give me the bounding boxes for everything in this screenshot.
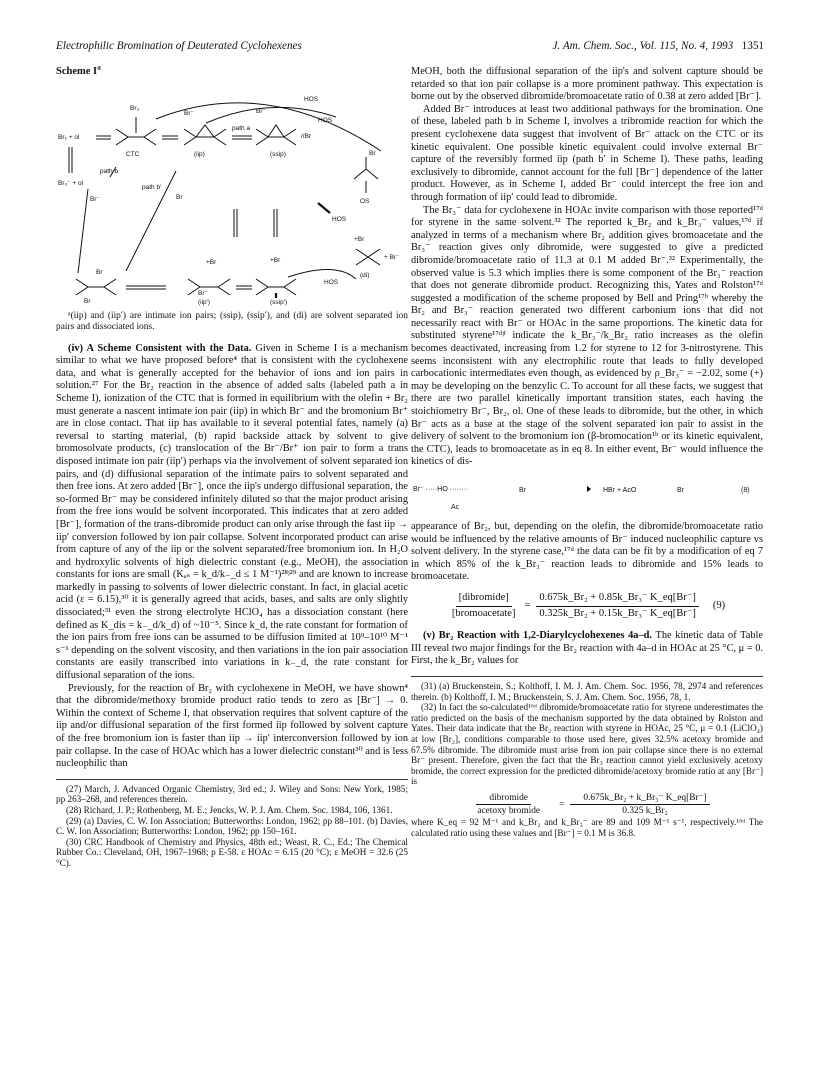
arc-hos-inner [206,107,336,123]
label-path-b: path b [100,167,119,175]
label-iipp: (iip′) [198,298,211,306]
label-slash-br: //Br [301,132,312,140]
ref-30: (30) CRC Handbook of Chemistry and Physics, 48th ed.; Weast, R. C., Ed.; The Chemical Rubber Co.: Cleveland, OH, 1967–1968; p E-58. ε HOAc = 6.15 (20 °C); ε MeOH = 32.6 (25 °C). [56,836,408,868]
label-br3-ol: Br₃⁻ + ol [58,179,84,187]
label-br-curve: Br⁻ [90,195,100,203]
journal-issue: Vol. 115, No. 4, 1993 [639,40,734,52]
equation-8 [411,475,763,515]
label-hos-2: HOS [318,116,333,124]
ref-32: (32) In fact the so-calculated¹⁶ᵈ dibromide/bromoacetate ratio for styrene underestimates the ratio predicted on the basis of the mechanism supported by the data obtained by Rolston and Yates. Their data indicate that the Br₂ reaction with styrene in HOAc, 25 °C, μ = 0.1 (LiClO₄) at low [Br₂], conditions comparable to those used here, gives 32.5% acetoxy bromide and 67.5% dibromide. The dibromide must arise from ion pair collapse since there is no external Br⁻ present. Therefore, given the fact that the Br₃ reaction cannot yield exclusively acetoxy bromide, the correct expression for the predicted dibromide/acetoxy bromide ratio at any [Br⁻] is [411,702,763,787]
eq9-rhs-num: 0.675k_Br₂ + 0.85k_Br₃⁻ K_eq[Br⁻] [536,592,698,607]
arc-hos-bottom [288,269,356,279]
eq8-br-right: Br [677,487,684,494]
left-references [56,779,408,869]
label-br-plus: +Br [354,235,365,243]
label-hos-4: HOS [324,278,339,286]
right-references [411,676,763,838]
eq9-rhs [536,592,698,620]
equation-9: $\frac{\text{[dibromide]}}{\text{[bromoacetate]}}$ = $\frac{\text{0.675k\_Br₂ + 0.85k\_Br₃⁻ K\_eq[Br⁻]}}{\text{0.325k\_Br₂ + 0.15k\_Br₃⁻ K\_eq[Br⁻]}}$ (9) [411,592,763,620]
ref-28: (28) Richard, J. P.; Rothenberg, M. E.; Jencks, W. P. J. Am. Chem. Soc. 1984, 106, 1361. [66,804,393,815]
eq8-ac: Ac [451,504,460,511]
right-paragraph-1: MeOH, both the diffusional separation of the iip's and solvent capture should be retarded so that ion pair collapse is a more prominent pathway. This expectation is borne out by the observed dibromide/bromoacetate ratio of 0.38 at zero added [Br⁻]. [411,66,763,103]
section-iv-heading: (iv) A Scheme Consistent with the Data. [68,342,252,354]
equation-8-drawing [411,475,763,515]
label-br-plus-ssipp: +Br [270,256,281,264]
label-br-ssip: Br⁻ [256,107,266,115]
ref-31: (31) (a) Bruckenstein, S.; Kolthoff, I. M. J. Am. Chem. Soc. 1956, 78, 2974 and references therein. (b) Kolthoff, I. M.; Bruckenstein, S. J. Am. Chem. Soc. 1956, 78, 1. [411,680,763,702]
ref-27: (27) March, J. Advanced Organic Chemistry, 3rd ed.; J. Wiley and Sons: New York, 1985; pp 263–268, and references therein. [56,783,408,805]
label-os: OS [360,197,370,205]
label-br3: Br₃ [130,104,140,112]
label-br2-ol: Br₂ + ol [58,133,80,141]
journal-name: J. Am. Chem. Soc., [552,40,637,52]
running-header-citation [552,40,764,52]
eq8-label: (8) [741,487,750,494]
label-path-bp: path b′ [142,183,162,191]
ref-29: (29) (a) Davies, C. W. Ion Association; Butterworths: London, 1962; pp 88–101. (b) Davies, C. W. Ion Association; Butterworths: London, 1962; pp 150–161. [56,815,408,837]
right-paragraph-2: Added Br⁻ introduces at least two additional pathways for the bromination. One of these, labeled path b in Scheme I, involves a tribromide reaction for which the present cyclohexene data suggest that involvent of Br⁻ attack on the CTC or its kinetic equivalent. One possible kinetic equivalent could involve external Br⁻ capture of the reversibly formed iip (path b′ in Scheme I). These paths, leading exclusively to dibromide, cannot account for the full [Br⁻] dependence of the latter product. However, as in Scheme I, added Br⁻ could intercept the free ion and through formation of iip′ could lead to dibromide. [411,103,763,203]
left-column [56,62,408,869]
ref-eq-lhs-num: dibromide [476,793,531,806]
eq9-label: (9) [712,599,726,611]
ref-32-equation: $\frac{\text{dibromide}}{\text{acetoxy bromide}}$ = $\frac{\text{0.675k\_Br₂ + k\_Br₃⁻ K\_eq[Br⁻]}}{\text{0.325 k\_Br₂}}$ [411,793,763,817]
page-number: 1351 [741,40,764,52]
label-di: (di) [360,271,370,279]
section-v-heading: (v) Br₂ Reaction with 1,2-Diarylcyclohexenes 4a–d. [423,630,652,642]
label-br-plus-iipp: +Br [206,258,217,266]
label-path-a: path a [232,124,251,132]
section-v-paragraph: (v) Br₂ Reaction with 1,2-Diarylcyclohexenes 4a–d. The kinetic data of Table III reveal two major findings for the Br₂ reaction with 4a–d in HOAc at 25 °C, μ = 0. First, the k_Br₂ values for [411,630,763,667]
label-ssipp: (ssip′) [270,298,288,306]
section-iv-paragraph: (iv) A Scheme Consistent with the Data. Given in Scheme I is a mechanism similar to what we have proposed before⁴ that is consistent with the cyclohexene data, and what is generally accepted for the behavior of ions and ion pairs in solution.²⁷ For the Br₂ reaction in the absence of added salts (labeled path a in Scheme I), ionization of the CTC that is formed in equilibrium with the olefin + Br₂ must generate a nascent intimate ion pair (iip) in which Br⁻ and the bromonium Br⁺ are in close contact. That iip has available to it several potential fates, namely (a) reversal to starting material, (b) rapid backside attack by solvent to give bromosolvate products, (c) translocation of the Br⁻/Br⁺ ion pair to form a trans disposed intimate ion pair (iip′) perhaps via the involvement of solvent separated ion pairs, and (d) diffusional separation of the intimate pairs to solvent separated and then free ions. At zero added [Br⁻], once the iip's undergo diffusional separation, the so-formed Br⁻ may be considered infinitely diluted so that the major product arising from the free ions would be solvent incorporated. This indicates that at zero added [Br⁻], formation of the trans-dibromide product can only arise through the fast iip → iip′ conversion followed by ion pair collapse. Solvent incorporated product can arise from capture of any of the iip or the solvent separated/free bromonium ion. In H₂O and hydroxylic solvents of high dielectric constant (e.g., MeOH), the association constants for ions are small (Kₐₛ = k_d/k₋_d ≤ 1 M⁻¹)²⁸ʲ²⁹ and are known to increase markedly in passing to solvents of lower dielectric constant. In fact, in glacial acetic acid (ε = 6.15),³⁰ it is generally agreed that acids, bases, and salts are only slightly dissociated;³¹ even the strong electrolyte HClO₄ has a dissociation constant (here defined as K_dis = k₋_d/k_d) of ~10⁻⁵. Since k_d, the rate constant for formation of the ion pairs from free ions can be assumed to be diffusion limited at 10⁹–10¹⁰ M⁻¹ s⁻¹ depending on the solvent viscosity, and then variations in the ion pair association constants are easily transcribed into variations in k₋_d, the rate constant for diffusional separation of the ions. [56,342,408,682]
right-paragraph-4: appearance of Br₂, but, depending on the olefin, the dibromide/bromoacetate ratio would be influenced by the relative amounts of Br⁻ induced nucleophilic capture vs solvent delivery. In the styrene case,¹⁷ᵈ the data can be fit by a modification of eq 7 in which 85% of the k_Br₃⁻ reaction leads to dibromide and 15% leads to bromoacetate. [411,521,763,583]
scheme-footnote: ᵃ(iip) and (iip′) are intimate ion pairs; (ssip), (ssip′), and (di) are solvent separated ion pairs and dissociated ions. [56,310,408,332]
eq8-right: HBr + AcO [603,487,637,494]
left-paragraph-2: Previously, for the reaction of Br₂ with cyclohexene in MeOH, we have shown⁴ that the dibromide/methoxy bromide product ratio tends to zero as [Br⁻] → 0. Within the context of Scheme I, that observation requires that solvent capture of the iip and/or diffusional separation of the first formed iip followed by solvent capture of the free bromonium ion is faster than iip → iip′ interconversion followed by ion pair collapse. In the case of HOAc which has a lower dielectric constant³⁰ and is less nucleophilic than [56,682,408,770]
label-hos-1: HOS [304,95,319,103]
label-br-bottom-top: Br [96,268,103,276]
right-column [411,66,763,838]
label-br-right: Br [369,149,376,157]
ref-eq-rhs-den: 0.325 k_Br₂ [622,806,668,817]
label-br-iipp: Br⁻ [198,289,208,297]
eq9-rhs-den: 0.325k_Br₂ + 0.15k_Br₃⁻ K_eq[Br⁻] [539,607,696,619]
eq8-br-left: Br [519,487,526,494]
label-br-iip: Br⁻ [184,109,194,117]
label-br-bottom: Br [84,297,91,305]
scheme-title: Scheme $I^a$ [56,62,101,77]
right-paragraph-3: The Br₃⁻ data for cyclohexene in HOAc invite comparison with those reported¹⁷ᵈ for styrene in the same solvent.³² The reported k_Br₂ and k_Br₃⁻ values,¹⁷ᵈ if analyzed in terms of a mechanism where Br₂ addition gives bromoacetate and the Br₃⁻ reaction gives only dibromide, were suggested to give a predicted dibromide/bromoacetate ratio of 11.3 at 0.1 M added Br⁻.³² Experimentally, the observed value is 5.3 which implies there is some component of the Br₃⁻ reaction that does not generate dibromide product. Recognizing this, Yates and Rolston¹⁷ᵈ suggested a modification of the scheme proposed by Bell and Pring¹⁷ᵇ whereby the Br₂ and Br₃⁻ reaction generated two different carbonium ions that did not necessarily react with Br⁻ or HOAc in the same proportions. The kinetic data for substituted styrene¹⁷ᵈʲᶠ indicate the k_Br₃⁻/k_Br₂ ratio increases as the olefin becomes deactivated, increasing from 1.2 for styrene to 12 for 3-nitrostyrene. This seems inconsistent with any electrophilic route that leads to fully developed carbocationic intermediates even though, as evidenced by ρ_Br₃⁻ = −2.02, some (+) may be developing on the benzylic C. To account for all these facts, we suggest that there are two parallel kinetically important transition states, each having the stoichiometry Br⁻, Br₂, ol. One of these leads to dibromide, but the other, in which Br⁻ acts as a base at the stage of the solvent separated ion pair to assist in the delivery of solvent to the bromonium ion (β-bromocation¹ᵇ or its kinetic equivalent, the CTC), leads to bromoacetate as in eq 8. In either event, Br⁻ would influence the kinetics of dis- [411,204,763,468]
scheme-diagram [56,81,408,307]
label-iip: (iip) [194,150,205,158]
eq8-left: Br⁻ ·····HO ········ [413,486,469,493]
running-header-title: Electrophilic Bromination of Deuterated Cyclohexenes [56,40,302,52]
label-ctc: CTC [126,150,140,158]
eq9-lhs-den: [bromoacetate] [451,607,516,619]
eq9-lhs [449,592,519,620]
label-ssip: (ssip) [270,150,286,158]
ref-eq-lhs-den: acetoxy bromide [477,806,541,817]
label-br-mid: Br [176,193,183,201]
eq9-lhs-num: [dibromide] [456,592,512,607]
ref-eq-rhs-num: 0.675k_Br₂ + k_Br₃⁻ K_eq[Br⁻] [570,793,709,806]
ref-32-tail: where K_eq = 92 M⁻¹ and k_Br₂ and k_Br₃⁻ are 89 and 109 M⁻¹ s⁻¹, respectively.¹⁶ᵈ The calculated ratio using these values and [Br⁻] = 0.1 M is 36.8. [411,817,763,838]
label-hos-3: HOS [332,215,347,223]
label-plus-br: + Br⁻ [384,253,400,261]
